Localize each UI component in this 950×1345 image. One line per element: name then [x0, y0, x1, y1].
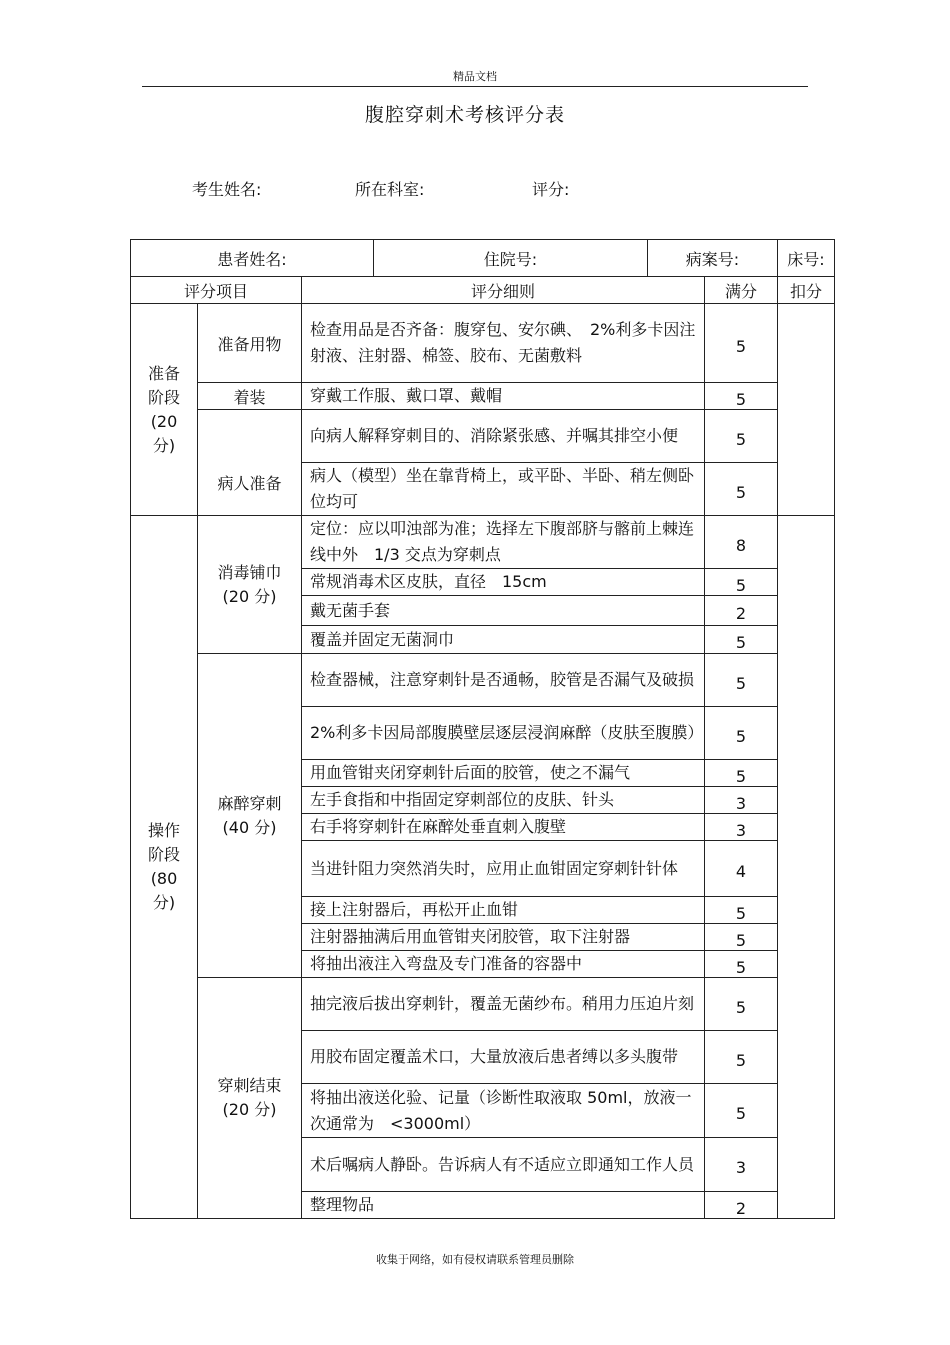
row-score: 5 — [705, 760, 778, 787]
subitem-anesthesia-line: 麻醉穿刺 — [217, 793, 282, 813]
row-score: 3 — [705, 814, 778, 841]
subitem-patient-prep: 病人准备 — [198, 410, 302, 516]
row-score: 3 — [705, 1138, 778, 1192]
row-detail: 常规消毒术区皮肤，直径 15cm — [302, 569, 705, 596]
department-label: 所在科室: — [355, 180, 425, 199]
stage-op-line: 分) — [152, 893, 176, 912]
deduct-cell-prep[interactable] — [778, 304, 835, 516]
subitem-dress: 着装 — [198, 383, 302, 410]
subitem-disinfect — [198, 516, 302, 654]
row-detail: 覆盖并固定无菌洞巾 — [302, 626, 705, 654]
row-detail: 将抽出液注入弯盘及专门准备的容器中 — [302, 951, 705, 978]
subitem-supplies: 准备用物 — [198, 304, 302, 383]
row-detail: 抽完液后拔出穿刺针，覆盖无菌纱布。稍用力压迫片刻 — [302, 978, 705, 1031]
subitem-finish-line: (20 分) — [222, 1100, 277, 1119]
document-title: 腹腔穿刺术考核评分表 — [364, 104, 565, 126]
row-score: 4 — [705, 841, 778, 897]
row-score: 8 — [705, 516, 778, 569]
row-detail: 术后嘱病人静卧。告诉病人有不适应立即通知工作人员 — [302, 1138, 705, 1192]
row-score: 5 — [705, 978, 778, 1031]
bed-number-cell: 床号: — [778, 240, 835, 277]
row-detail: 2%利多卡因局部腹膜壁层逐层浸润麻醉（皮肤至腹膜） — [302, 707, 705, 760]
row-detail: 将抽出液送化验、记量（诊断性取液取 50ml，放液一次通常为 <3000ml） — [302, 1084, 705, 1138]
subitem-finish-line: 穿刺结束 — [217, 1076, 282, 1095]
header-rule — [142, 86, 808, 87]
col-header-detail: 评分细则 — [302, 277, 705, 304]
table-row — [131, 654, 835, 707]
row-score: 5 — [705, 897, 778, 924]
stage-op-line: 阶段 — [147, 845, 180, 864]
row-score: 5 — [705, 410, 778, 463]
scoring-table — [130, 239, 835, 1219]
row-detail: 检查器械，注意穿刺针是否通畅，胶管是否漏气及破损 — [302, 654, 705, 707]
subitem-anesthesia-line: (40 分) — [222, 817, 277, 837]
stage-op-cell — [131, 516, 198, 1219]
page-footer: 收集于网络，如有侵权请联系管理员删除 — [376, 1253, 574, 1266]
stage-prep-line: 阶段 — [147, 387, 180, 407]
row-detail: 左手食指和中指固定穿刺部位的皮肤、针头 — [302, 787, 705, 814]
row-score: 5 — [705, 626, 778, 654]
table-row — [131, 410, 835, 463]
subitem-disinfect-line: (20 分) — [222, 586, 277, 606]
stage-prep-cell — [131, 304, 198, 516]
row-detail: 病人（模型）坐在靠背椅上，或平卧、半卧、稍左侧卧位均可 — [302, 463, 705, 516]
stage-op-line: 操作 — [147, 821, 180, 840]
admission-number-cell: 住院号: — [374, 240, 648, 277]
row-detail: 向病人解释穿刺目的、消除紧张感、并嘱其排空小便 — [302, 410, 705, 463]
table-row — [131, 383, 835, 410]
row-detail: 戴无菌手套 — [302, 596, 705, 626]
stage-op-line: (80 — [150, 869, 178, 888]
row-score: 5 — [705, 951, 778, 978]
row-detail: 注射器抽满后用血管钳夹闭胶管，取下注射器 — [302, 924, 705, 951]
case-number-cell: 病案号: — [648, 240, 778, 277]
subitem-finish — [198, 978, 302, 1219]
row-score: 5 — [705, 924, 778, 951]
table-row — [131, 978, 835, 1031]
score-label: 评分: — [532, 180, 570, 199]
row-score: 5 — [705, 654, 778, 707]
row-detail: 穿戴工作服、戴口罩、戴帽 — [302, 383, 705, 410]
row-score: 5 — [705, 1084, 778, 1138]
col-header-item: 评分项目 — [131, 277, 302, 304]
row-score: 2 — [705, 1192, 778, 1219]
subitem-disinfect-line: 消毒铺巾 — [217, 562, 282, 582]
stage-prep-line: 准备 — [147, 363, 180, 383]
column-header-row — [131, 277, 835, 304]
row-detail: 用胶布固定覆盖术口，大量放液后患者缚以多头腹带 — [302, 1031, 705, 1084]
row-detail: 检查用品是否齐备：腹穿包、安尔碘、 2%利多卡因注射液、注射器、棉签、胶布、无菌敷料 — [302, 304, 705, 383]
table-row — [131, 304, 835, 383]
patient-name-cell: 患者姓名: — [131, 240, 374, 277]
row-score: 5 — [705, 1031, 778, 1084]
row-score: 5 — [705, 707, 778, 760]
deduct-cell-op[interactable] — [778, 516, 835, 1219]
row-detail: 右手将穿刺针在麻醉处垂直刺入腹壁 — [302, 814, 705, 841]
stage-prep-line: (20 — [150, 411, 178, 431]
page-header: 精品文档 — [453, 70, 497, 83]
row-detail: 用血管钳夹闭穿刺针后面的胶管，使之不漏气 — [302, 760, 705, 787]
col-header-full: 满分 — [705, 277, 778, 304]
row-detail: 接上注射器后，再松开止血钳 — [302, 897, 705, 924]
row-detail: 整理物品 — [302, 1192, 705, 1219]
stage-prep-line: 分) — [152, 435, 176, 455]
table-row — [131, 516, 835, 569]
row-detail: 当进针阻力突然消失时，应用止血钳固定穿刺针针体 — [302, 841, 705, 897]
row-score: 5 — [705, 569, 778, 596]
row-score: 3 — [705, 787, 778, 814]
col-header-deduct: 扣分 — [778, 277, 835, 304]
row-detail: 定位：应以叩浊部为准；选择左下腹部脐与髂前上棘连线中外 1/3 交点为穿刺点 — [302, 516, 705, 569]
patient-info-row — [131, 240, 835, 277]
subitem-anesthesia — [198, 654, 302, 978]
row-score: 2 — [705, 596, 778, 626]
row-score: 5 — [705, 304, 778, 383]
row-score: 5 — [705, 383, 778, 410]
row-score: 5 — [705, 463, 778, 516]
examinee-name-label: 考生姓名: — [192, 180, 262, 199]
